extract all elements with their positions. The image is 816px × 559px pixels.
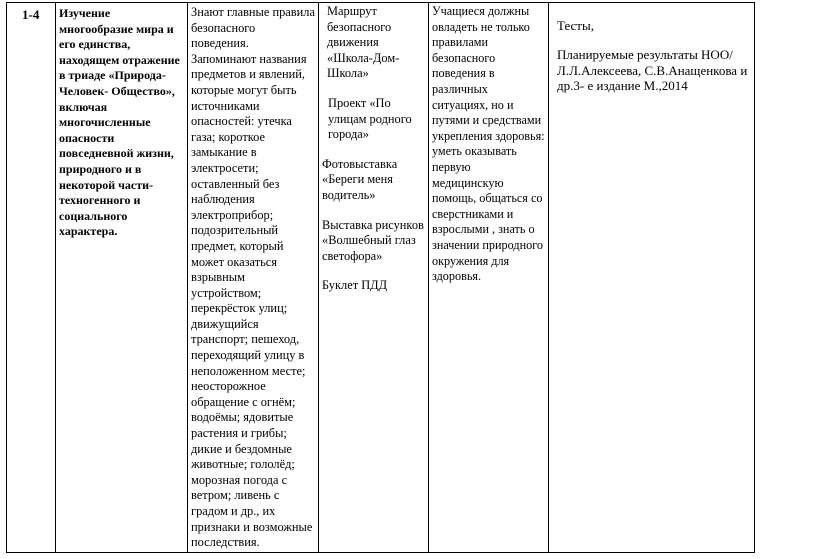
- lesson-number-cell: [7, 3, 56, 553]
- topic-text: Изучение многообразие мира и его единства, находящем отражение в триаде «Природа-Человек- Общество», включая многочисленные опасности повседневной жизни, природного и в некоторой части- техногенного и социального характера.: [59, 6, 180, 239]
- project-item: Буклет ПДД: [322, 278, 388, 293]
- project-item: Маршрут безопасного движения «Школа-Дом-Школа»: [327, 4, 400, 81]
- project-item: Проект «По улицам родного города»: [328, 95, 412, 142]
- result-text: Учащиеся должны овладеть не только правилами безопасного поведения в различных ситуациях, но и путями и средствами укрепления здоровья: уметь оказывать первую медицинскую помощь, общаться со сверстниками и взрослыми , знать о значении природного окружения для здоровья.: [432, 4, 545, 284]
- knowledge-cell: [188, 3, 319, 553]
- assessment-item: Тесты,: [557, 18, 594, 33]
- knowledge-text: Знают главные правила безопасного поведения. Запоминают названия предметов и явлений, которые могут быть источниками опасностей: утечка газа; короткое замыкание в электросети; оставленный без наблюдения электроприбор; подозрительный предмет, который может оказаться взрывным устройством; перекрёсток улиц; движущийся транспорт; пешеход, переходящий улицу в неположенном месте; неосторожное обращение с огнём; водоёмы; ядовитые растения и грибы; дикие и бездомные животные; гололёд; морозная погода с ветром; ливень с градом и др., их признаки и возможные последствия.: [191, 5, 315, 550]
- project-item: Выставка рисунков «Волшебный глаз светофора»: [322, 217, 424, 263]
- result-cell: [429, 3, 549, 553]
- topic-cell: [56, 3, 188, 553]
- curriculum-table: [6, 2, 755, 553]
- assessment-item: Планируемые результаты НОО/Л.Л.Алексеева, С.В.Анащенкова и др.3- е издание М.,2014: [557, 47, 748, 94]
- projects-cell: [319, 3, 429, 553]
- assessment-cell: [549, 3, 755, 553]
- project-item: Фотовыставка «Береги меня водитель»: [322, 156, 398, 202]
- table-row: [7, 3, 755, 553]
- lesson-number: 1-4: [22, 7, 40, 22]
